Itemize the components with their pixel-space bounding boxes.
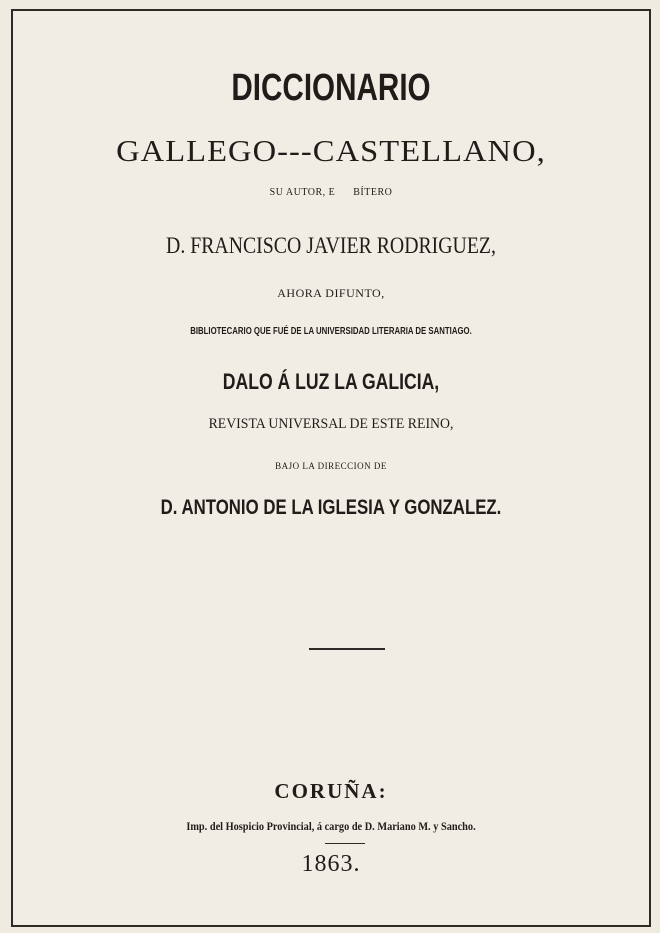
author-position: BIBLIOTECARIO QUE FUÉ DE LA UNIVERSIDAD LITERARIA DE SANTIAGO. [190,326,472,337]
imprint-year: 1863. [301,851,361,877]
divider-rule [309,648,385,650]
author-status: AHORA DIFUNTO, [277,286,385,300]
small-divider-rule [325,843,365,844]
imprint-printer: Imp. del Hospicio Provincial, á cargo de D. Mariano M. y Sancho. [186,819,476,833]
author-name: D. FRANCISCO JAVIER RODRIGUEZ, [166,233,496,258]
journal-description: REVISTA UNIVERSAL DE ESTE REINO, [208,416,454,432]
publisher: DALO Á LUZ LA GALICIA, [222,369,440,394]
director-name: D. ANTONIO DE LA IGLESIA Y GONZALEZ. [160,496,502,519]
page-border [11,9,651,927]
imprint-place: CORUÑA: [274,779,388,803]
title: DICCIONARIO [231,67,431,109]
direction-intro: BAJO LA DIRECCION DE [275,461,387,471]
subtitle: GALLEGO---CASTELLANO, [116,133,546,168]
author-intro: SU AUTOR, E BÍTERO [269,187,393,198]
